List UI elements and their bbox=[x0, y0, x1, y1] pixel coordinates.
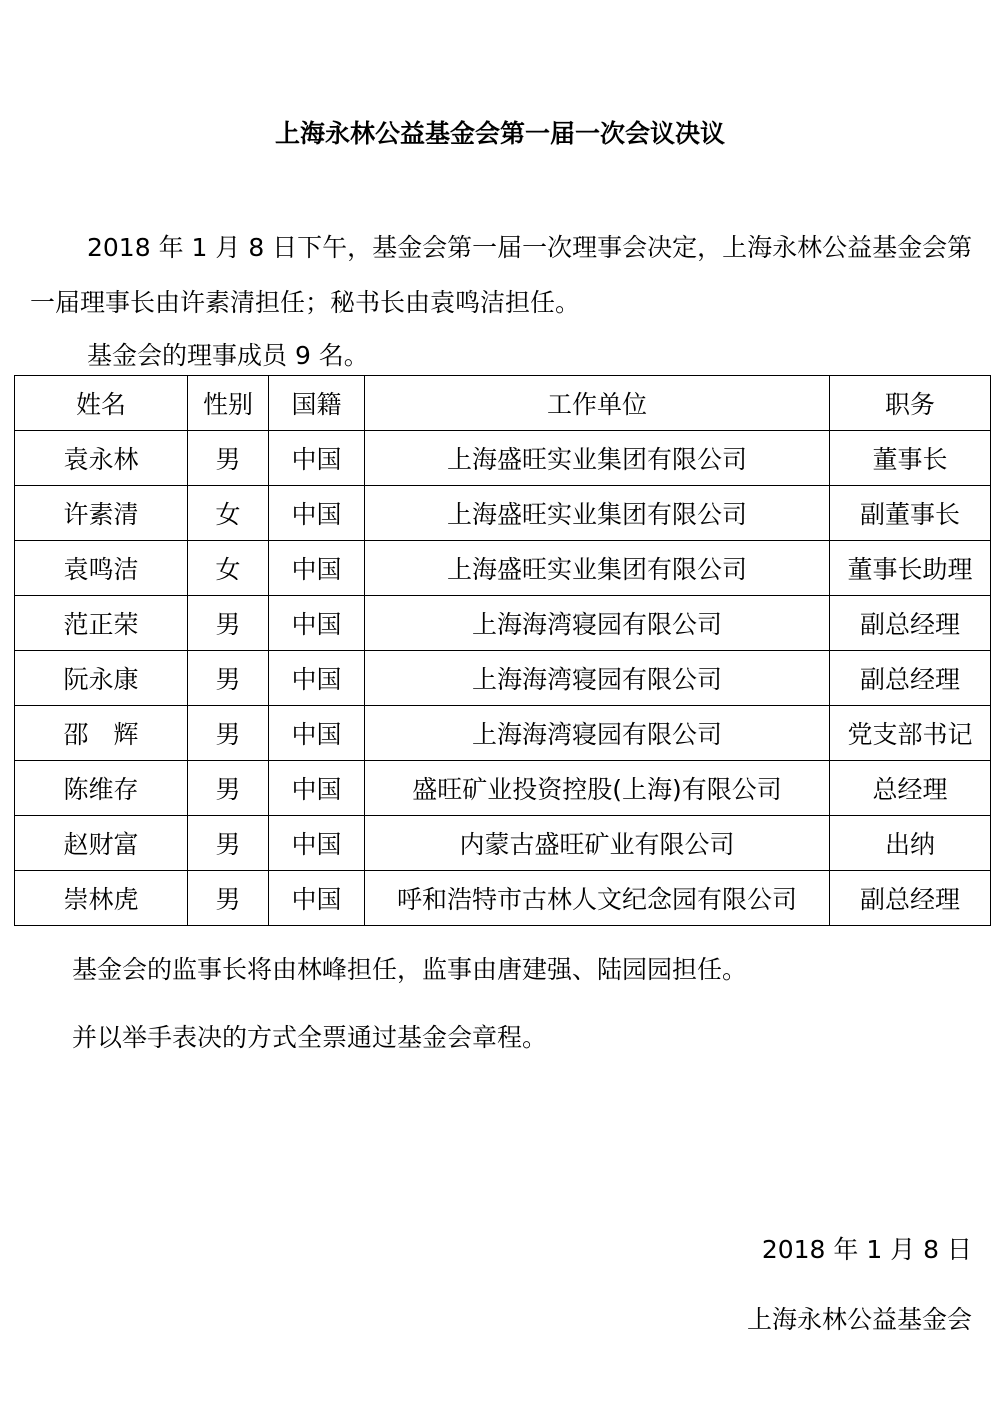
cell-name: 赵财富 bbox=[15, 816, 188, 871]
table-row bbox=[15, 486, 991, 541]
cell-nationality: 中国 bbox=[269, 431, 365, 486]
document-title: 上海永林公益基金会第一届一次会议决议 bbox=[274, 119, 725, 148]
cell-workplace: 盛旺矿业投资控股(上海)有限公司 bbox=[365, 761, 830, 816]
cell-position: 董事长 bbox=[830, 431, 991, 486]
header-position: 职务 bbox=[830, 376, 991, 431]
table-row bbox=[15, 596, 991, 651]
cell-gender: 男 bbox=[188, 651, 269, 706]
cell-position: 出纳 bbox=[830, 816, 991, 871]
resolution-paragraph: 2018 年 1 月 8 日下午，基金会第一届一次理事会决定，上海永林公益基金会第一届理事长由许素清担任；秘书长由袁鸣洁担任。 bbox=[30, 233, 973, 317]
cell-gender: 男 bbox=[188, 431, 269, 486]
signature-date: 2018 年 1 月 8 日 bbox=[761, 1235, 972, 1264]
table-row bbox=[15, 651, 991, 706]
cell-name: 阮永康 bbox=[15, 651, 188, 706]
cell-nationality: 中国 bbox=[269, 706, 365, 761]
cell-position: 副总经理 bbox=[830, 651, 991, 706]
table-row bbox=[15, 541, 991, 596]
cell-gender: 男 bbox=[188, 706, 269, 761]
signature-organization: 上海永林公益基金会 bbox=[746, 1305, 972, 1334]
cell-workplace: 上海盛旺实业集团有限公司 bbox=[365, 431, 830, 486]
cell-nationality: 中国 bbox=[269, 761, 365, 816]
cell-position: 副董事长 bbox=[830, 486, 991, 541]
cell-workplace: 呼和浩特市古林人文纪念园有限公司 bbox=[365, 871, 830, 926]
cell-nationality: 中国 bbox=[269, 596, 365, 651]
cell-name: 袁鸣洁 bbox=[15, 541, 188, 596]
supervisor-paragraph: 基金会的监事长将由林峰担任，监事由唐建强、陆园园担任。 bbox=[72, 955, 748, 984]
cell-name: 范正荣 bbox=[15, 596, 188, 651]
header-name: 姓名 bbox=[15, 376, 188, 431]
cell-workplace: 上海海湾寝园有限公司 bbox=[365, 651, 830, 706]
cell-workplace: 上海海湾寝园有限公司 bbox=[365, 596, 830, 651]
table-row bbox=[15, 761, 991, 816]
cell-name: 崇林虎 bbox=[15, 871, 188, 926]
cell-gender: 男 bbox=[188, 761, 269, 816]
cell-workplace: 上海盛旺实业集团有限公司 bbox=[365, 541, 830, 596]
cell-gender: 女 bbox=[188, 541, 269, 596]
cell-position: 董事长助理 bbox=[830, 541, 991, 596]
table-row bbox=[15, 706, 991, 761]
cell-nationality: 中国 bbox=[269, 486, 365, 541]
member-table bbox=[14, 375, 991, 926]
cell-name: 袁永林 bbox=[15, 431, 188, 486]
cell-workplace: 上海海湾寝园有限公司 bbox=[365, 706, 830, 761]
cell-name: 邵 辉 bbox=[15, 706, 188, 761]
member-count-paragraph: 基金会的理事成员 9 名。 bbox=[87, 341, 369, 370]
cell-nationality: 中国 bbox=[269, 871, 365, 926]
cell-gender: 男 bbox=[188, 871, 269, 926]
charter-vote-paragraph: 并以举手表决的方式全票通过基金会章程。 bbox=[72, 1023, 548, 1052]
cell-position: 党支部书记 bbox=[830, 706, 991, 761]
header-gender: 性别 bbox=[188, 376, 269, 431]
cell-gender: 男 bbox=[188, 596, 269, 651]
table-row bbox=[15, 816, 991, 871]
header-workplace: 工作单位 bbox=[365, 376, 830, 431]
cell-position: 总经理 bbox=[830, 761, 991, 816]
table-row bbox=[15, 431, 991, 486]
cell-gender: 男 bbox=[188, 816, 269, 871]
cell-nationality: 中国 bbox=[269, 541, 365, 596]
table-header-row bbox=[15, 376, 991, 431]
cell-name: 许素清 bbox=[15, 486, 188, 541]
table-row bbox=[15, 871, 991, 926]
cell-workplace: 上海盛旺实业集团有限公司 bbox=[365, 486, 830, 541]
cell-position: 副总经理 bbox=[830, 596, 991, 651]
header-nationality: 国籍 bbox=[269, 376, 365, 431]
cell-gender: 女 bbox=[188, 486, 269, 541]
cell-name: 陈维存 bbox=[15, 761, 188, 816]
cell-workplace: 内蒙古盛旺矿业有限公司 bbox=[365, 816, 830, 871]
cell-nationality: 中国 bbox=[269, 816, 365, 871]
cell-position: 副总经理 bbox=[830, 871, 991, 926]
cell-nationality: 中国 bbox=[269, 651, 365, 706]
